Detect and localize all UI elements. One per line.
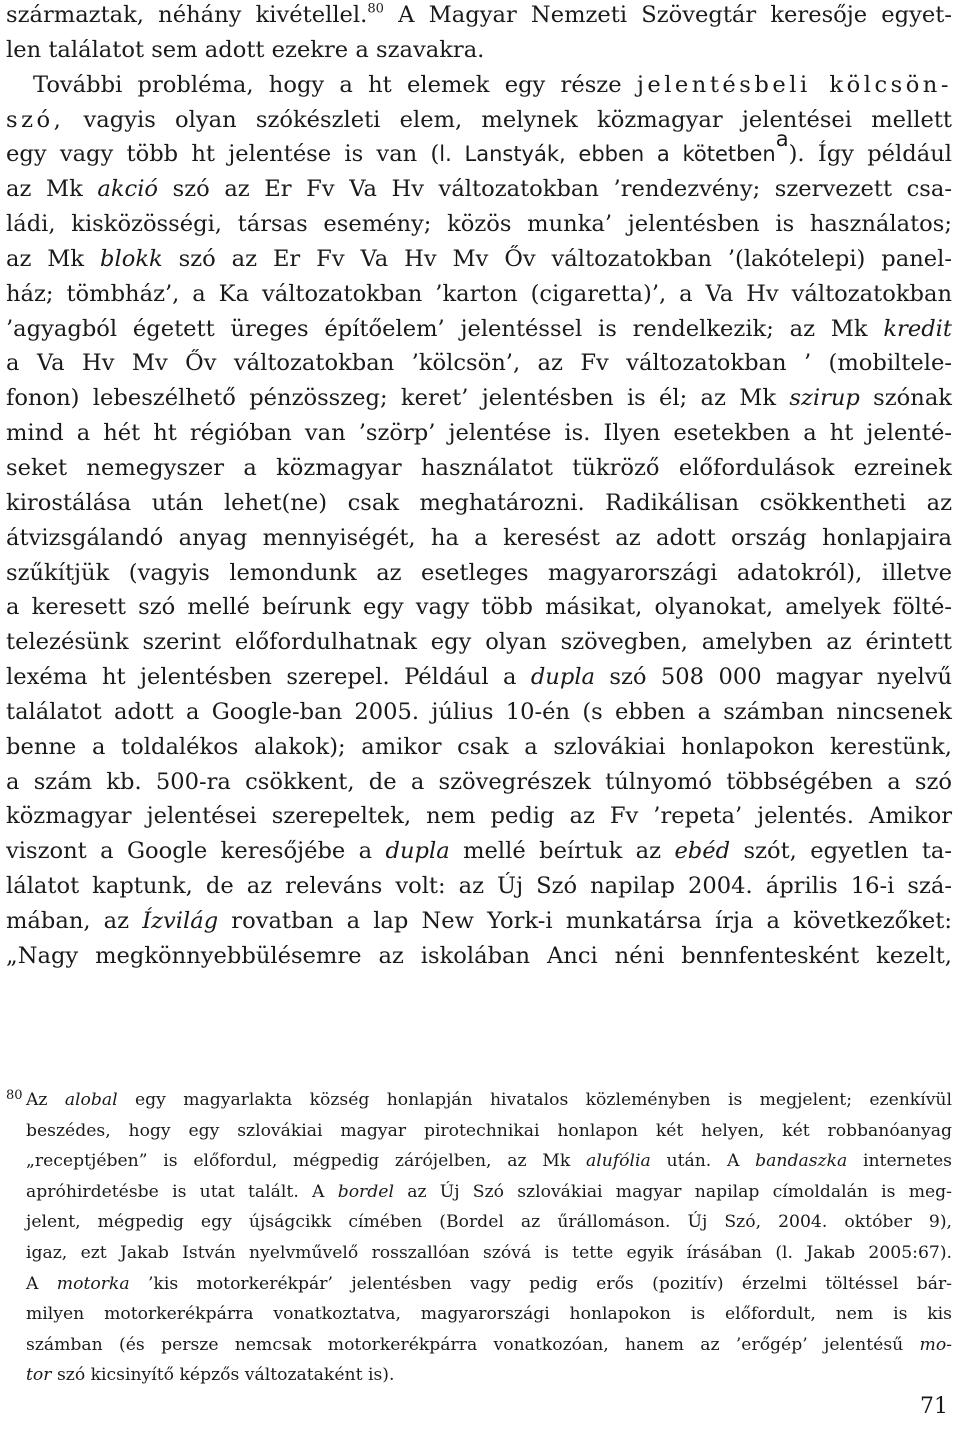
footnote-line xyxy=(26,1146,952,1177)
text-line xyxy=(6,904,952,939)
text-run: szót, egyetlen ta- xyxy=(730,838,952,865)
text-line: lálatot kaptunk, de az releváns volt: az Új Szó napilap 2004. április 16-i szá- xyxy=(6,873,952,900)
text-run: számban (és persze nemcsak motorkerékpárra vonatkozóan, hanem az ’erőgép’ jelentésű xyxy=(26,1334,920,1355)
text-line: ládi, kisközösségi, társas esemény; közös munka’ jelentésben is használatos; xyxy=(6,211,952,238)
text-run: szó az Er Fv Va Hv változatokban ’rendezvény; szervezett csa- xyxy=(158,176,952,203)
page-number: 71 xyxy=(920,1394,948,1419)
footnote xyxy=(6,1085,952,1391)
italic-term: alobal xyxy=(64,1090,118,1110)
italic-term: ebéd xyxy=(674,838,731,865)
footnote-line xyxy=(26,1177,952,1208)
text-run: az Mk xyxy=(6,245,101,272)
footnote-line xyxy=(26,1269,952,1300)
italic-term: bordel xyxy=(337,1181,394,1202)
text-run: apróhirdetésbe is utat talált. A xyxy=(26,1181,338,1202)
text-line: mind a hét ht régióban van ’szörp’ jelentése is. Ilyen esetekben a ht jelenté- xyxy=(6,420,952,447)
text-line: benne a toldalékos alakok); amikor csak a szlovákiai honlapokon kerestünk, xyxy=(6,733,952,760)
text-line: szűkítjük (vagyis lemondunk az esetleges magyarországi adatokról), illetve xyxy=(6,559,952,586)
text-run: származtak, néhány kivétellel. xyxy=(6,2,368,28)
text-run: A xyxy=(26,1273,57,1294)
footnote-line: beszédes, hogy egy szlovákiai magyar pirotechnikai honlapon két helyen, két robbanóanyag xyxy=(26,1120,952,1141)
text-run: az Új Szó szlovákiai magyar napilap címoldalán is meg- xyxy=(393,1181,952,1202)
footnote-line: jelent, mégpedig egy újságcikk címében (Bordel az űrállomáson. Új Szó, 2004. október 9), xyxy=(26,1212,952,1233)
cross-reference-sup: a xyxy=(775,126,789,152)
text-run: „receptjében” is előfordul, mégpedig zárójelben, az Mk xyxy=(26,1151,586,1172)
text-line: „Nagy megkönnyebbülésemre az iskolában Anci néni bennfentesként kezelt, xyxy=(6,942,952,969)
text-run: viszont a Google keresőjébe a xyxy=(6,838,386,865)
footnote-reference: 80 xyxy=(367,1,384,17)
text-run: ’agyagból égetett üreges építőelem’ jelentéssel is rendelkezik; az Mk xyxy=(6,315,884,342)
text-run: szó 508 000 magyar nyelvű xyxy=(595,664,952,691)
text-run: után. A xyxy=(650,1151,756,1172)
text-line xyxy=(6,381,952,416)
italic-term: Ízvilág xyxy=(142,907,219,934)
footnote-line xyxy=(26,1330,952,1361)
footnote-line: igaz, ezt Jakab István nyelvművelő rosszallóan szóvá is tette egyik írásában (l. Jakab 2005:67). xyxy=(26,1242,952,1263)
text-run: internetes xyxy=(847,1151,952,1172)
text-line xyxy=(6,834,952,869)
text-line: átvizsgálandó anyag mennyiségét, ha a keresést az adott ország honlapjaira xyxy=(6,524,952,551)
text-line: a Va Hv Mv Őv változatokban ’kölcsön’, az Fv változatokban ’ (mobiltele- xyxy=(6,350,952,377)
text-run: mában, az xyxy=(6,907,143,934)
text-run: egy vagy több ht jelentése is van ( xyxy=(6,141,440,168)
text-line: ház; tömbház’, a Ka változatokban ’karton (cigaretta)’, a Va Hv változatokban xyxy=(6,280,952,307)
italic-term: blokk xyxy=(100,245,163,272)
main-text xyxy=(6,0,952,974)
text-line: közmagyar jelentései szerepeltek, nem pedig az Fv ’repeta’ jelentés. Amikor xyxy=(6,803,952,830)
text-line: a keresett szó mellé beírunk egy vagy több másikat, olyanokat, amelyek fölté- xyxy=(6,594,952,621)
italic-term: dupla xyxy=(530,664,596,691)
text-line: a szám kb. 500-ra csökkent, de a szövegrészek túlnyomó többségében a szó xyxy=(6,768,952,795)
text-run: ’kis motorkerékpár’ jelentésben vagy pedig erős (pozitív) érzelmi töltéssel bár- xyxy=(129,1273,952,1294)
text-run: szó az Er Fv Va Hv Mv Őv változatokban ’(lakótelepi) panel- xyxy=(162,245,952,272)
text-line xyxy=(6,126,952,172)
text-line xyxy=(6,312,952,347)
text-run: lexéma ht jelentésben szerepel. Például a xyxy=(6,664,531,691)
text-line: kirostálása után lehet(ne) csak meghatározni. Radikálisan csökkentheti az xyxy=(6,489,952,516)
text-line: seket nemegyszer a közmagyar használatot tükröző előfordulások ezreinek xyxy=(6,454,952,481)
italic-term: bandaszka xyxy=(755,1151,848,1172)
text-run: egy magyarlakta község honlapján hivatalos közleményben is megjelent; ezenkívül xyxy=(117,1090,952,1110)
text-run: A Magyar Nemzeti Szövegtár keresője egyet- xyxy=(384,2,952,28)
text-run: szó kicsinyítő képzős változataként is). xyxy=(51,1365,395,1386)
italic-term: motorka xyxy=(56,1273,130,1294)
spaced-term: jelentésbeli kölcsön- xyxy=(636,71,952,98)
text-run: További probléma, hogy a ht elemek egy része xyxy=(33,71,637,98)
italic-term: akció xyxy=(97,176,159,203)
footnote-body xyxy=(6,1085,952,1391)
text-run: ). Így például xyxy=(788,141,952,168)
text-run: rovatban a lap New York-i munkatársa írja a következőket: xyxy=(218,907,952,934)
text-line: találatot adott a Google-ban 2005. július 10-én (s ebben a számban nincsenek xyxy=(6,698,952,725)
text-run: az Mk xyxy=(6,176,98,203)
footnote-line: milyen motorkerékpárra vonatkoztatva, magyarországi honlapokon is előfordult, nem is kis xyxy=(26,1304,952,1325)
footnote-line xyxy=(26,1360,952,1391)
text-line xyxy=(6,242,952,277)
cross-reference: l. Lanstyák, ebben a kötetben xyxy=(439,141,776,167)
text-line: telezésünk szerint előfordulhatnak egy olyan szövegben, amelyben az érintett xyxy=(6,629,952,656)
spaced-term: szó, xyxy=(6,106,65,133)
text-line: len találatot sem adott ezekre a szavakra. xyxy=(6,36,485,63)
text-run: mellé beírtuk az xyxy=(449,838,675,865)
footnote-number: 80 xyxy=(6,1088,23,1103)
text-run: Az xyxy=(26,1090,65,1110)
text-line xyxy=(6,0,952,33)
text-line xyxy=(6,172,952,207)
text-run: szónak xyxy=(859,385,952,412)
italic-term: kredit xyxy=(883,315,952,342)
italic-term: tor xyxy=(26,1365,52,1386)
text-line xyxy=(6,103,952,138)
text-run: fonon) lebeszélhető pénzösszeg; keret’ jelentésben is él; az Mk xyxy=(6,385,790,412)
text-line xyxy=(6,660,952,695)
text-line xyxy=(6,68,952,103)
italic-term: szirup xyxy=(789,385,860,412)
footnote-line xyxy=(26,1085,952,1116)
italic-term: alufólia xyxy=(586,1151,651,1172)
italic-term: dupla xyxy=(385,838,450,865)
italic-term: mo- xyxy=(919,1334,952,1355)
text-run: vagyis olyan szókészleti elem, melynek közmagyar jelentései mellett xyxy=(64,106,952,133)
